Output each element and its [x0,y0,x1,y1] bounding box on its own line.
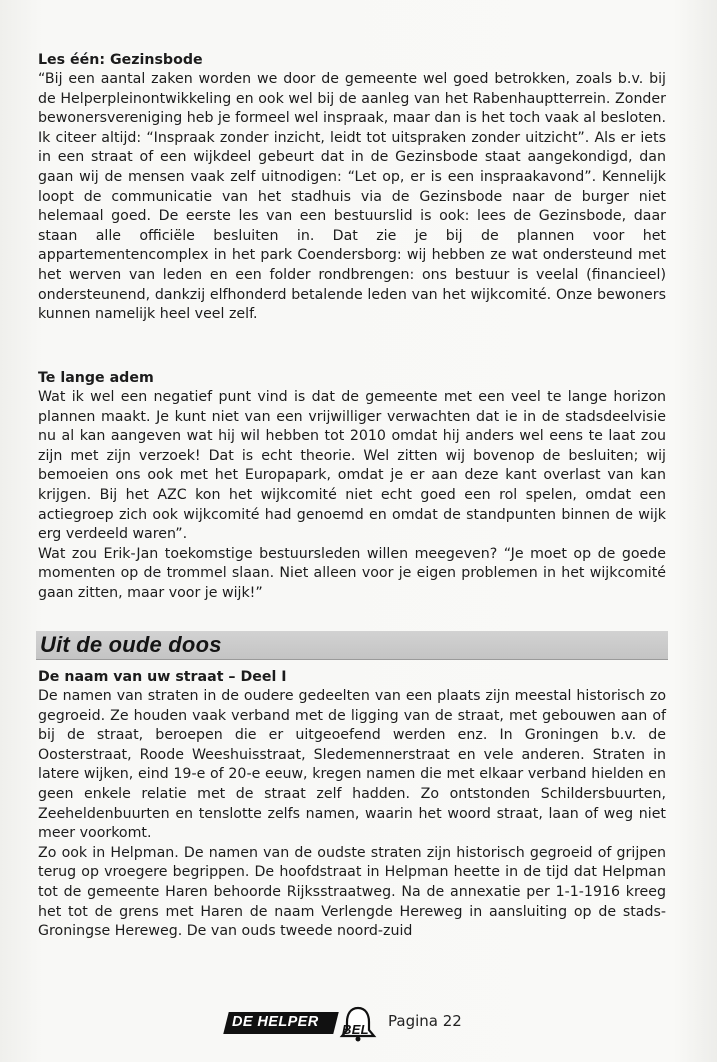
section-heading: De naam van uw straat – Deel I [38,669,287,685]
section-te-lange-adem [38,368,666,604]
banner-title: Uit de oude doos [40,632,222,657]
section-naam-van-uw-straat [38,667,666,942]
paragraph: Wat zou Erik-Jan toekomstige bestuursleden willen meegeven? “Je moet op de goede momenten op de trommel slaan. Niet alleen voor je eigen problemen in het wijkcomité gaan zitten, maar voor je wijk!” [38,545,666,601]
section-banner [36,631,668,660]
section-heading: Te lange adem [38,370,154,386]
paragraph: “Bij een aantal zaken worden we door de gemeente wel goed betrokken, zoals b.v. bij de Helperpleinontwikkeling en ook wel bij de aanleg van het Rabenhauptterrein. Zonder bewonersvereniging heb je formeel wel inspraak, maar dan is het toch vaak al besloten. Ik citeer altijd: “Inspraak zonder inzicht, leidt tot uitspraken zonder uitzicht”. Als er iets in een straat of een wijkdeel gebeurt dat in de Gezinsbode staat aangekondigd, dan gaan wij de mensen vaak zelf uitnodigen: “Let op, er is een inspraakavond”. Kennelijk loopt de communicatie van het stadhuis via de Gezinsbode naar de burger niet helemaal goed. De eerste les van een bestuurslid is ook: lees de Gezinsbode, daar staan alle officiële besluiten in. Dat zie je bij de plannen voor het appartementencomplex in het park Coendersborg: wij hebben ze wat ondersteund met het werven van leden en een folder rondbrengen: ons bestuur is veelal (financieel) ondersteunend, dankzij elfhonderd betalende leden van het wijkcomité. Onze bewoners kunnen namelijk heel veel zelf. [38,71,666,323]
magazine-logo [226,1012,369,1037]
logo-text: DE HELPER [232,1014,319,1030]
paragraph: De namen van straten in de oudere gedeelten van een plaats zijn meestal historisch zo gegroeid. Ze houden vaak verband met de ligging van de straat, met gebouwen aan of bij de straat, beroepen die er uitgeoefend werden enz. In Groningen b.v. de Oosterstraat, Roode Weeshuisstraat, Sledemennerstraat en vele anderen. Straten in latere wijken, eind 19-e of 20-e eeuw, kregen namen die met elkaar verband hielden en geen enkele relatie met de straat zelf hadden. Zo ontstonden Schildersbuurten, Zeeheldenbuurten en tenslotte zelfs namen, waarin het woord straat, laan of weg niet meer voorkomt. [38,688,666,842]
page-footer [226,1004,486,1038]
section-heading: Les één: Gezinsbode [38,52,203,68]
page-number: Pagina 22 [388,1012,462,1030]
section-gezinsbode [38,50,666,325]
paragraph: Wat ik wel een negatief punt vind is dat de gemeente met een veel te lange horizon plannen maakt. Je kunt niet van een vrijwilliger verwachten dat ie in de stadsdeelvisie nu al kan aangeven wat hij wil hebben tot 2010 omdat hij anders wel eens te laat zou zijn met zijn verzoek! Dat is echt theorie. Wel zitten wij bovenop de besluiten; wij bemoeien ons ook met het Europapark, omdat je er aan deze kant overlast van kan krijgen. Bij het AZC kon het wijkcomité niet echt goed een rol spelen, omdat een actiegroep zich ook wijkcomité had genoemd en omdat de standpunten binnen de wijk erg verdeeld waren”. [38,389,666,543]
paragraph: Zo ook in Helpman. De namen van de oudste straten zijn historisch gegroeid of grijpen terug op vroegere begrippen. De hoofdstraat in Helpman heette in de tijd dat Helpman tot de gemeente Haren behoorde Rijksstraatweg. Na de annexatie per 1-1-1916 kreeg het tot de grens met Haren de naam Verlengde Hereweg in aansluiting op de stads-Groningse Hereweg. De van ouds tweede noord-zuid [38,844,666,940]
logo-bell-text: BEL [342,1022,369,1037]
